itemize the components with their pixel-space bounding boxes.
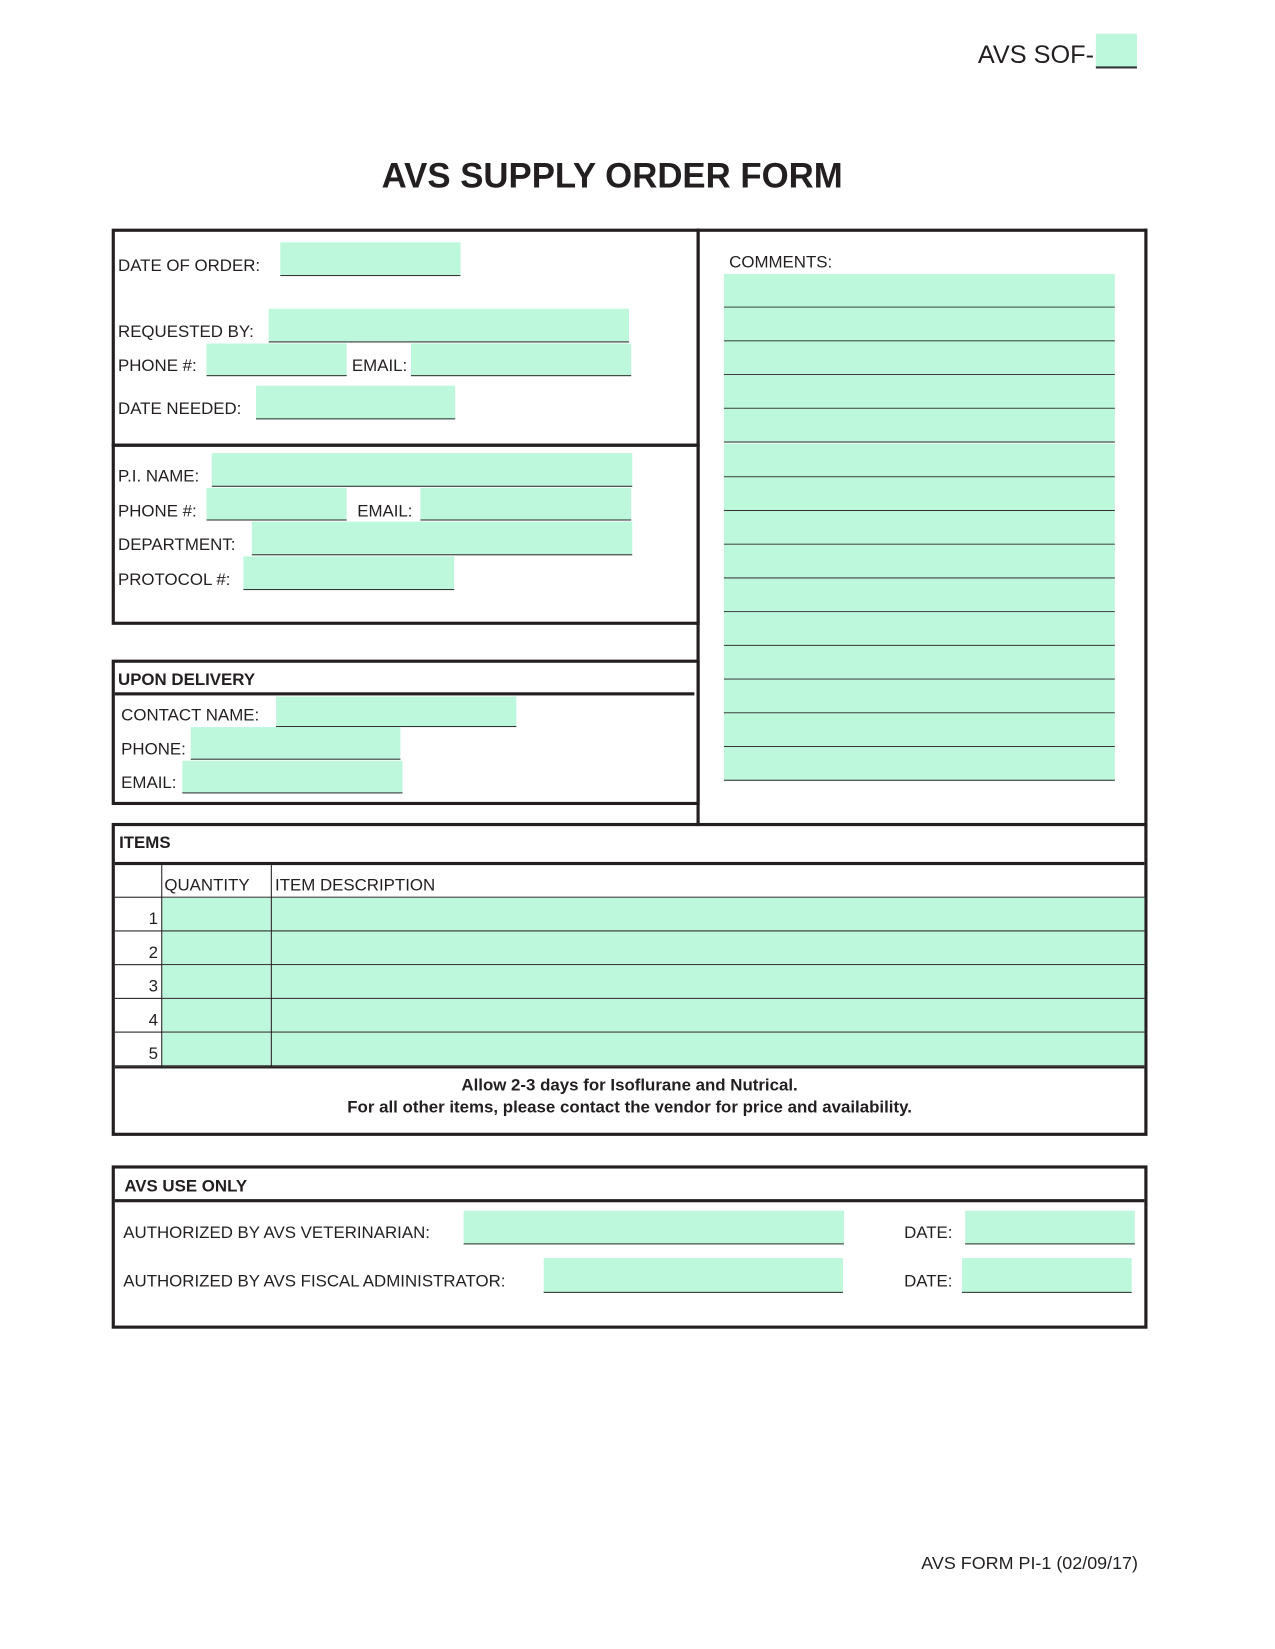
item-description-field[interactable] bbox=[272, 1033, 1144, 1066]
description-header: ITEM DESCRIPTION bbox=[275, 876, 436, 895]
comment-line-field[interactable] bbox=[724, 747, 1115, 781]
sof-label: AVS SOF- bbox=[977, 41, 1095, 70]
item-description-field[interactable] bbox=[272, 999, 1144, 1032]
comment-line-field[interactable] bbox=[724, 409, 1115, 443]
quantity-field[interactable] bbox=[162, 898, 271, 931]
delivery-email-field[interactable] bbox=[182, 761, 402, 794]
comment-line-field[interactable] bbox=[724, 545, 1115, 579]
quantity-field[interactable] bbox=[162, 1033, 271, 1066]
delivery-phone-label: PHONE: bbox=[121, 740, 186, 759]
form-footer: AVS FORM PI-1 (02/09/17) bbox=[921, 1553, 1138, 1574]
vet-date-label: DATE: bbox=[904, 1224, 953, 1243]
department-label: DEPARTMENT: bbox=[118, 536, 236, 555]
vet-date-field[interactable] bbox=[965, 1211, 1135, 1245]
quantity-field[interactable] bbox=[162, 965, 271, 998]
item-description-field[interactable] bbox=[272, 898, 1144, 931]
avs-use-heading: AVS USE ONLY bbox=[124, 1178, 248, 1196]
item-description-field[interactable] bbox=[272, 931, 1144, 964]
vet-signature-field[interactable] bbox=[464, 1211, 844, 1245]
vet-label: AUTHORIZED BY AVS VETERINARIAN: bbox=[123, 1224, 430, 1243]
requested-by-label: REQUESTED BY: bbox=[118, 323, 254, 342]
column-line bbox=[161, 865, 162, 1067]
pi-phone-field[interactable] bbox=[207, 488, 347, 521]
quantity-header: QUANTITY bbox=[164, 876, 250, 895]
protocol-label: PROTOCOL #: bbox=[118, 571, 231, 590]
divider bbox=[115, 862, 1144, 865]
quantity-field[interactable] bbox=[162, 931, 271, 964]
row-number: 5 bbox=[148, 1045, 159, 1064]
comment-line-field[interactable] bbox=[724, 680, 1115, 714]
comment-line-field[interactable] bbox=[724, 375, 1115, 409]
divider bbox=[115, 1066, 1144, 1068]
comment-line-field[interactable] bbox=[724, 714, 1115, 748]
pi-email-field[interactable] bbox=[420, 488, 631, 521]
page-title: AVS SUPPLY ORDER FORM bbox=[381, 155, 843, 195]
requested-by-field[interactable] bbox=[269, 309, 629, 343]
divider bbox=[115, 692, 695, 695]
column-line bbox=[271, 865, 272, 1067]
comments-label: COMMENTS: bbox=[729, 253, 833, 272]
contact-name-label: CONTACT NAME: bbox=[121, 707, 260, 725]
phone-field[interactable] bbox=[207, 344, 347, 377]
row-number: 2 bbox=[148, 944, 159, 963]
note-isoflurane: Allow 2-3 days for Isoflurane and Nutrical. bbox=[461, 1076, 798, 1095]
note-vendor: For all other items, please contact the vendor for price and availability. bbox=[347, 1099, 912, 1117]
contact-name-field[interactable] bbox=[276, 696, 516, 727]
protocol-field[interactable] bbox=[243, 556, 454, 590]
pi-phone-label: PHONE #: bbox=[118, 502, 197, 521]
divider bbox=[115, 1199, 1144, 1202]
comment-line-field[interactable] bbox=[724, 342, 1115, 376]
row-number: 3 bbox=[148, 977, 159, 996]
delivery-email-label: EMAIL: bbox=[121, 774, 177, 793]
comment-line-field[interactable] bbox=[724, 578, 1115, 612]
email-field[interactable] bbox=[411, 344, 631, 377]
comment-line-field[interactable] bbox=[724, 274, 1115, 308]
row-number: 4 bbox=[148, 1011, 159, 1030]
delivery-heading: UPON DELIVERY bbox=[118, 671, 256, 690]
department-field[interactable] bbox=[252, 522, 632, 556]
fiscal-label: AUTHORIZED BY AVS FISCAL ADMINISTRATOR: bbox=[123, 1272, 506, 1291]
pi-email-label: EMAIL: bbox=[357, 502, 413, 521]
comment-line-field[interactable] bbox=[724, 308, 1115, 342]
phone-label: PHONE #: bbox=[118, 357, 197, 376]
pi-name-field[interactable] bbox=[212, 453, 632, 487]
comment-line-field[interactable] bbox=[724, 511, 1115, 545]
date-of-order-field[interactable] bbox=[280, 242, 460, 276]
comment-line-field[interactable] bbox=[724, 646, 1115, 680]
item-description-field[interactable] bbox=[272, 965, 1144, 998]
items-heading: ITEMS bbox=[119, 834, 171, 853]
row-number: 1 bbox=[148, 910, 159, 929]
comment-line-field[interactable] bbox=[724, 443, 1115, 477]
fiscal-date-label: DATE: bbox=[904, 1272, 953, 1291]
quantity-field[interactable] bbox=[162, 999, 271, 1032]
email-label: EMAIL: bbox=[351, 357, 408, 376]
sof-number-field[interactable] bbox=[1096, 34, 1137, 69]
fiscal-date-field[interactable] bbox=[962, 1258, 1132, 1293]
date-needed-field[interactable] bbox=[256, 386, 455, 420]
date-needed-label: DATE NEEDED: bbox=[118, 400, 242, 419]
pi-name-label: P.I. NAME: bbox=[118, 467, 200, 486]
date-of-order-label: DATE OF ORDER: bbox=[118, 257, 261, 276]
fiscal-signature-field[interactable] bbox=[544, 1258, 843, 1293]
avs-use-section bbox=[112, 1165, 1148, 1328]
delivery-phone-field[interactable] bbox=[191, 727, 401, 760]
comment-line-field[interactable] bbox=[724, 477, 1115, 511]
comment-line-field[interactable] bbox=[724, 612, 1115, 646]
